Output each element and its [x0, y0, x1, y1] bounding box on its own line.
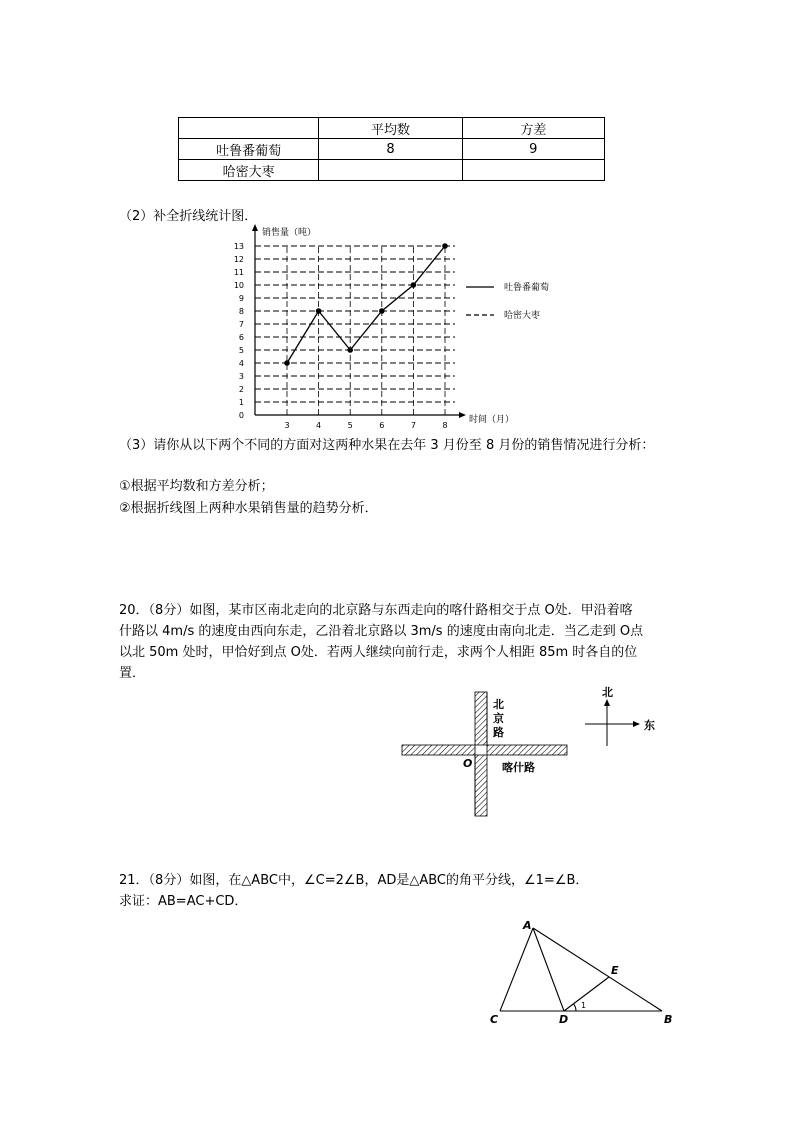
data-point	[316, 308, 322, 314]
y-tick-label: 9	[238, 294, 244, 303]
north-label: 北	[602, 686, 613, 699]
origin-label: O	[463, 757, 473, 770]
x-tick-label: 3	[284, 421, 290, 430]
segment-de	[564, 977, 609, 1011]
x-axis-arrow-icon	[459, 412, 466, 418]
table-header-cell	[179, 118, 319, 139]
y-tick-label: 6	[238, 333, 244, 342]
north-arrow-icon	[604, 699, 610, 706]
point-a-label: A	[523, 919, 532, 932]
x-tick-label: 6	[379, 421, 385, 430]
data-point	[284, 360, 290, 366]
problem-20-line: 什路以 4m/s 的速度由西向东走，乙沿着北京路以 3m/s 的速度由南向北走．当乙走到 O点	[119, 624, 644, 639]
east-arrow-icon	[633, 721, 640, 727]
beijing-road-south	[475, 755, 487, 816]
angle-1-arc	[574, 1004, 577, 1011]
question-3-item-2: ②根据折线图上两种水果销售量的趋势分析．	[119, 501, 378, 516]
y-tick-label: 4	[238, 359, 244, 368]
y-tick-label: 10	[233, 281, 244, 290]
y-tick-label: 7	[238, 320, 244, 329]
point-d-label: D	[559, 1013, 569, 1026]
problem-21-line: 21．（8分）如图，在△ABC中，∠C=2∠B，AD是△ABC的角平分线，∠1=∠B．	[119, 873, 589, 888]
problem-20-line: 以北 50m 处时，甲恰好到点 O处．若两人继续向前行走，求两个人相距 85m 时各自的位	[119, 645, 638, 660]
point-c-label: C	[490, 1013, 499, 1026]
table-cell: 哈密大枣	[179, 160, 319, 181]
y-axis-arrow-icon	[252, 224, 258, 231]
x-tick-label: 8	[442, 421, 448, 430]
kashi-road-east	[487, 745, 567, 755]
table-cell: 9	[462, 139, 604, 160]
x-tick-label: 7	[410, 421, 416, 430]
question-3-item-1: ①根据平均数和方差分析；	[119, 479, 274, 494]
table-row	[179, 160, 605, 181]
data-point	[442, 243, 448, 249]
x-tick-label: 4	[316, 421, 322, 430]
road-label-jing: 京	[493, 712, 504, 725]
road-label-lu: 路	[493, 726, 504, 739]
problem-20-line: 20．（8分）如图，某市区南北走向的北京路与东西走向的喀什路相交于点 O处．甲沿着喀	[119, 603, 633, 618]
problem-20-text	[119, 600, 679, 684]
point-e-label: E	[611, 964, 619, 977]
table-header-cell: 平均数	[319, 118, 462, 139]
table-cell	[462, 160, 604, 181]
y-tick-label: 13	[233, 242, 244, 251]
legend-label: 哈密大枣	[504, 311, 541, 321]
east-label: 东	[644, 719, 655, 732]
table-row	[179, 139, 605, 160]
y-tick-label: 0	[238, 411, 244, 420]
question-2-text: （2）补全折线统计图．	[119, 209, 258, 224]
legend-label: 吐鲁番葡萄	[504, 283, 550, 293]
beijing-road-north	[475, 692, 487, 745]
triangle-figure	[485, 915, 675, 1030]
kashi-road-label: 喀什路	[502, 761, 535, 774]
y-tick-label: 2	[238, 385, 244, 394]
question-3-intro: （3）请你从以下两个不同的方面对这两种水果在去年 3 月份至 8 月份的销售情况进行分析：	[119, 438, 655, 453]
y-tick-label: 5	[238, 346, 244, 355]
y-tick-label: 1	[238, 398, 244, 407]
road-intersection-figure	[395, 685, 665, 820]
data-point	[411, 282, 417, 288]
table-cell	[319, 160, 462, 181]
table-header-row	[179, 118, 605, 139]
series-line	[287, 246, 445, 363]
angle-1-label: 1	[581, 1001, 587, 1010]
point-b-label: B	[664, 1013, 673, 1026]
problem-20-line: 置．	[119, 666, 146, 681]
data-point	[347, 347, 353, 353]
problem-21-text	[119, 870, 679, 912]
y-tick-label: 12	[233, 255, 244, 264]
y-tick-label: 3	[238, 372, 244, 381]
y-tick-label: 8	[238, 307, 244, 316]
segment-ac	[500, 928, 533, 1011]
problem-21-line: 求证：AB=AC+CD．	[119, 894, 248, 909]
x-axis-label: 时间（月）	[469, 415, 515, 425]
table-cell: 吐鲁番葡萄	[179, 139, 319, 160]
segment-ab	[533, 928, 662, 1011]
x-tick-label: 5	[347, 421, 353, 430]
road-label-bei: 北	[493, 698, 504, 711]
table-cell: 8	[319, 139, 462, 160]
kashi-road-west	[402, 745, 475, 755]
table-header-cell: 方差	[462, 118, 604, 139]
stats-table	[178, 117, 605, 181]
data-point	[379, 308, 385, 314]
y-axis-label: 销售量（吨）	[262, 228, 317, 238]
segment-ad	[533, 928, 564, 1011]
sales-line-chart	[220, 220, 570, 430]
y-tick-label: 11	[233, 268, 244, 277]
